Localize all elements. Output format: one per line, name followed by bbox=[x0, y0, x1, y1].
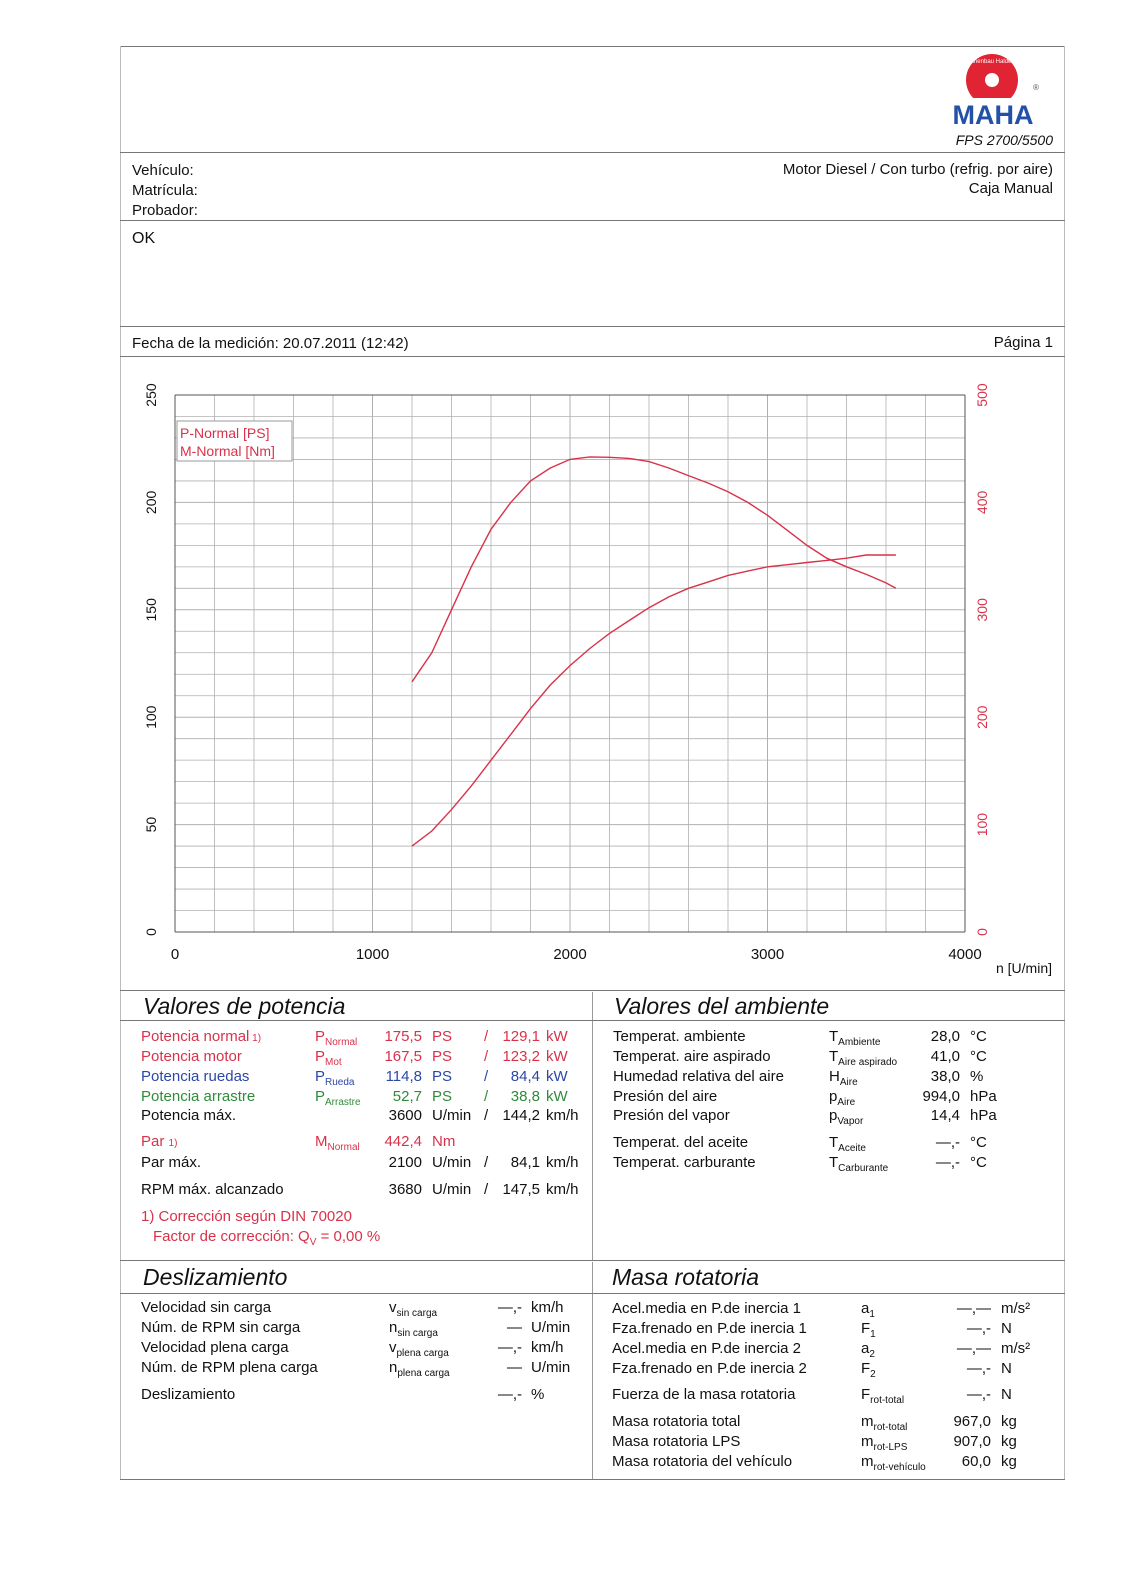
mass-row-value: 60,0 bbox=[961, 1453, 991, 1470]
power-row-unit2: kW bbox=[546, 1028, 568, 1045]
power-row-symbol: $P_{Mot}$ bbox=[315, 1048, 342, 1068]
mass-row-value: —,- bbox=[966, 1320, 991, 1337]
ambient-row-unit: °C bbox=[970, 1048, 987, 1065]
gearbox-type: Caja Manual bbox=[968, 180, 1053, 197]
mass-row-symbol: $F_1$ bbox=[861, 1320, 876, 1340]
ambient-row-label: Presión del aire bbox=[613, 1088, 718, 1105]
legend-torque: M-Normal [Nm] bbox=[180, 443, 275, 459]
slip-row-unit: km/h bbox=[531, 1299, 564, 1316]
mass-row-unit: m/s² bbox=[1001, 1340, 1031, 1357]
torque-unit: Nm bbox=[432, 1133, 456, 1150]
ambient-row-value: 994,0 bbox=[922, 1088, 960, 1105]
power-row-symbol: $P_{Arrastre}$ bbox=[315, 1088, 361, 1108]
power-row-unit2: kW bbox=[546, 1048, 568, 1065]
mass-row-symbol: $F_2$ bbox=[861, 1360, 876, 1380]
slip-row-symbol: $v_{plena carga}$ bbox=[389, 1339, 449, 1359]
power-row-sep: / bbox=[484, 1048, 489, 1065]
slip-row-symbol: $v_{sin carga}$ bbox=[389, 1299, 438, 1319]
mass-row-value: —,— bbox=[956, 1340, 991, 1357]
power-row-sep: / bbox=[484, 1088, 489, 1105]
mass-row-unit: N bbox=[1001, 1386, 1012, 1403]
y-right-tick-label: 200 bbox=[974, 705, 990, 729]
x-tick-label: 3000 bbox=[750, 946, 785, 963]
page-number: Página 1 bbox=[993, 334, 1053, 351]
model-number: FPS 2700/5500 bbox=[955, 132, 1053, 148]
power-row-sep: / bbox=[484, 1028, 489, 1045]
slip-section-title: Deslizamiento bbox=[143, 1264, 288, 1290]
ambient-row-value: 41,0 bbox=[930, 1048, 960, 1065]
y-right-tick-label: 400 bbox=[974, 490, 990, 515]
ambient-row-symbol: $T_{Carburante}$ bbox=[829, 1154, 889, 1174]
x-tick-label: 0 bbox=[170, 946, 180, 963]
correction-factor: Factor de corrección: $Q_V = 0,00$ % bbox=[153, 1228, 381, 1248]
torque-max-label: Par máx. bbox=[141, 1154, 202, 1171]
ambient-row-unit: °C bbox=[970, 1028, 987, 1045]
slip-row-label: Velocidad plena carga bbox=[141, 1339, 289, 1356]
power-row-unit1: PS bbox=[432, 1028, 453, 1045]
y-left-tick-label: 100 bbox=[143, 705, 159, 729]
y-right-tick-label: 0 bbox=[974, 928, 990, 936]
torque-label: Par 1) bbox=[141, 1133, 178, 1150]
power-row-label: Potencia arrastre bbox=[141, 1088, 256, 1105]
mass-row-symbol: $m_{rot-vehículo}$ bbox=[861, 1453, 926, 1473]
mass-section-title: Masa rotatoria bbox=[612, 1264, 760, 1290]
mass-row-label: Masa rotatoria del vehículo bbox=[612, 1453, 793, 1470]
mass-row-value: —,— bbox=[956, 1300, 991, 1317]
correction-footnote: 1) Corrección según DIN 70020 bbox=[141, 1208, 352, 1225]
ambient-row-label: Presión del vapor bbox=[613, 1107, 730, 1124]
ambient-row-unit: hPa bbox=[970, 1088, 997, 1105]
slip-row-value: —,- bbox=[497, 1299, 522, 1316]
mass-row-label: Acel.media en P.de inercia 1 bbox=[612, 1300, 802, 1317]
y-right-tick-label: 300 bbox=[974, 598, 990, 622]
power-row-value2: 123,2 bbox=[502, 1048, 540, 1065]
power-row-unit1: PS bbox=[432, 1068, 453, 1085]
y-left-tick-label: 200 bbox=[143, 490, 159, 515]
slip-row-label: Deslizamiento bbox=[141, 1386, 236, 1403]
ambient-row-symbol: $T_{Aceite}$ bbox=[829, 1134, 866, 1154]
mass-row-unit: m/s² bbox=[1001, 1300, 1031, 1317]
power-row-unit2: km/h bbox=[546, 1107, 579, 1124]
torque-value: 442,4 bbox=[384, 1133, 422, 1150]
power-row-label: Potencia máx. bbox=[141, 1107, 237, 1124]
mass-row-label: Masa rotatoria LPS bbox=[612, 1433, 741, 1450]
ambient-row-label: Temperat. ambiente bbox=[613, 1028, 746, 1045]
power-row-unit1: U/min bbox=[432, 1107, 472, 1124]
ambient-row-unit: °C bbox=[970, 1134, 987, 1151]
slip-row-value: — bbox=[507, 1359, 522, 1376]
ambient-row-value: 14,4 bbox=[930, 1107, 960, 1124]
slip-row-value: —,- bbox=[497, 1386, 522, 1403]
engine-type: Motor Diesel / Con turbo (refrig. por aire) bbox=[782, 161, 1053, 178]
mass-row-value: 907,0 bbox=[953, 1433, 991, 1450]
plate-label: Matrícula: bbox=[132, 182, 198, 199]
slip-row-value: — bbox=[507, 1319, 522, 1336]
torque-curve bbox=[412, 457, 896, 682]
ambient-row-value: 38,0 bbox=[930, 1068, 960, 1085]
power-curve bbox=[412, 555, 896, 846]
measurement-date: Fecha de la medición: 20.07.2011 (12:42) bbox=[132, 335, 409, 352]
ambient-row-label: Temperat. del aceite bbox=[613, 1134, 749, 1151]
slip-row-unit: U/min bbox=[531, 1359, 571, 1376]
power-row-unit2: kW bbox=[546, 1088, 568, 1105]
ambient-row-label: Humedad relativa del aire bbox=[613, 1068, 784, 1085]
slip-row-label: Núm. de RPM plena carga bbox=[141, 1359, 318, 1376]
slip-row-value: —,- bbox=[497, 1339, 522, 1356]
power-row-value1: 175,5 bbox=[384, 1028, 422, 1045]
mass-row-unit: N bbox=[1001, 1320, 1012, 1337]
power-row-label: Potencia ruedas bbox=[141, 1068, 250, 1085]
power-row-value2: 84,4 bbox=[510, 1068, 540, 1085]
ambient-row-label: Temperat. carburante bbox=[613, 1154, 756, 1171]
mass-row-symbol: $m_{rot-total}$ bbox=[861, 1413, 908, 1433]
ambient-row-value: —,- bbox=[935, 1154, 960, 1171]
rpm-max-label: RPM máx. alcanzado bbox=[141, 1181, 284, 1198]
svg-text:®: ® bbox=[1033, 83, 1039, 92]
power-row-label: Potencia normal 1) bbox=[141, 1028, 262, 1045]
power-row-unit1: PS bbox=[432, 1088, 453, 1105]
mass-row-value: —,- bbox=[966, 1360, 991, 1377]
mass-row-unit: N bbox=[1001, 1360, 1012, 1377]
y-right-tick-label: 500 bbox=[974, 383, 990, 407]
power-row-value1: 167,5 bbox=[384, 1048, 422, 1065]
ambient-row-value: 28,0 bbox=[930, 1028, 960, 1045]
y-left-tick-label: 150 bbox=[143, 598, 159, 622]
mass-row-label: Fza.frenado en P.de inercia 1 bbox=[612, 1320, 807, 1337]
power-torque-chart bbox=[120, 370, 1055, 980]
remark: OK bbox=[132, 230, 156, 247]
power-row-unit1: PS bbox=[432, 1048, 453, 1065]
power-row-label: Potencia motor bbox=[141, 1048, 242, 1065]
power-row-symbol: $P_{Rueda}$ bbox=[315, 1068, 355, 1088]
y-left-tick-label: 0 bbox=[143, 928, 159, 936]
ambient-row-unit: hPa bbox=[970, 1107, 997, 1124]
x-tick-label: 4000 bbox=[948, 946, 982, 963]
mass-row-label: Acel.media en P.de inercia 2 bbox=[612, 1340, 802, 1357]
power-row-value2: 144,2 bbox=[502, 1107, 540, 1124]
slip-row-unit: % bbox=[531, 1386, 545, 1403]
ambient-row-symbol: $p_{Vapor}$ bbox=[829, 1107, 864, 1127]
ambient-row-symbol: $T_{Aire aspirado}$ bbox=[829, 1048, 898, 1068]
mass-row-value: —,- bbox=[966, 1386, 991, 1403]
x-tick-label: 1000 bbox=[355, 946, 390, 963]
mass-row-unit: kg bbox=[1001, 1453, 1017, 1470]
x-tick-label: 2000 bbox=[553, 946, 587, 963]
ambient-row-unit: % bbox=[970, 1068, 984, 1085]
ambient-row-symbol: $H_{Aire}$ bbox=[829, 1068, 858, 1088]
mass-row-unit: kg bbox=[1001, 1413, 1017, 1430]
ambient-row-symbol: $p_{Aire}$ bbox=[829, 1088, 856, 1108]
slip-row-unit: U/min bbox=[531, 1319, 571, 1336]
mass-row-symbol: $a_2$ bbox=[861, 1340, 875, 1360]
slip-row-symbol: $n_{plena carga}$ bbox=[389, 1359, 450, 1379]
power-row-sep: / bbox=[484, 1107, 489, 1124]
y-left-tick-label: 50 bbox=[143, 816, 159, 833]
slip-row-label: Velocidad sin carga bbox=[141, 1299, 272, 1316]
slip-row-label: Núm. de RPM sin carga bbox=[141, 1319, 301, 1336]
y-left-tick-label: 250 bbox=[143, 383, 159, 407]
x-axis-label: n [U/min] bbox=[995, 960, 1052, 976]
mass-row-value: 967,0 bbox=[953, 1413, 991, 1430]
power-row-value1: 3600 bbox=[388, 1107, 422, 1124]
power-row-value1: 52,7 bbox=[392, 1088, 422, 1105]
y-right-tick-label: 100 bbox=[974, 812, 990, 837]
slip-row-unit: km/h bbox=[531, 1339, 564, 1356]
power-row-unit2: kW bbox=[546, 1068, 568, 1085]
mass-row-label: Masa rotatoria total bbox=[612, 1413, 741, 1430]
mass-row-unit: kg bbox=[1001, 1433, 1017, 1450]
vehicle-label: Vehículo: bbox=[132, 162, 194, 179]
mass-row-label: Fuerza de la masa rotatoria bbox=[612, 1386, 796, 1403]
power-row-value2: 129,1 bbox=[502, 1028, 540, 1045]
mass-row-symbol: $m_{rot-LPS}$ bbox=[861, 1433, 908, 1453]
logo-circle-text: Maschinenbau Haldenwang bbox=[954, 59, 1030, 65]
ambient-row-value: —,- bbox=[935, 1134, 960, 1151]
power-row-value2: 38,8 bbox=[510, 1088, 540, 1105]
logo-brand: MAHA bbox=[952, 100, 1034, 130]
torque-symbol: $M_{Normal}$ bbox=[315, 1133, 360, 1153]
mass-row-label: Fza.frenado en P.de inercia 2 bbox=[612, 1360, 807, 1377]
tester-label: Probador: bbox=[132, 202, 198, 219]
maha-logo bbox=[950, 52, 1040, 132]
power-row-value1: 114,8 bbox=[385, 1068, 422, 1085]
ambient-row-symbol: $T_{Ambiente}$ bbox=[829, 1028, 881, 1048]
power-row-symbol: $P_{Normal}$ bbox=[315, 1028, 358, 1048]
mass-row-symbol: $a_1$ bbox=[861, 1300, 875, 1320]
power-row-sep: / bbox=[484, 1068, 489, 1085]
ambient-row-unit: °C bbox=[970, 1154, 987, 1171]
legend-power: P-Normal [PS] bbox=[180, 425, 270, 441]
mass-row-symbol: $F_{rot-total}$ bbox=[861, 1386, 905, 1406]
slip-row-symbol: $n_{sin carga}$ bbox=[389, 1319, 438, 1339]
ambient-row-label: Temperat. aire aspirado bbox=[613, 1048, 771, 1065]
power-section-title: Valores de potencia bbox=[143, 993, 346, 1019]
ambient-section-title: Valores del ambiente bbox=[614, 993, 830, 1019]
